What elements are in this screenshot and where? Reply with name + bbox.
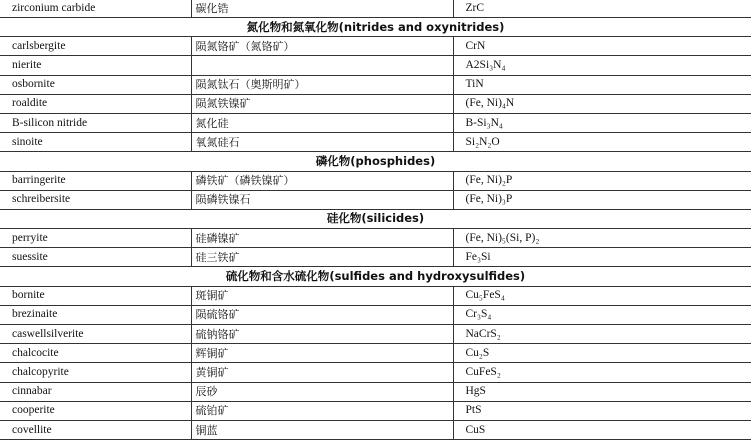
english-name-cell: chalcocite — [0, 344, 191, 363]
section-title-zh: 磷化物 — [315, 153, 351, 168]
chinese-name-cell: 陨氮铬矿（氮铬矿） — [191, 37, 453, 56]
formula-cell: A2Si₃N₄ — [453, 56, 751, 75]
section-header — [0, 209, 751, 228]
chinese-name-cell: 陨氮铁镍矿 — [191, 94, 453, 113]
formula-cell: Si₂N₂O — [453, 133, 751, 152]
section-header-row — [0, 209, 751, 228]
table-row — [0, 248, 751, 267]
section-title-en: (sulfides and hydroxysulfides) — [329, 269, 526, 284]
english-name-cell: carlsbergite — [0, 37, 191, 56]
section-title-en: (nitrides and oxynitrides) — [338, 19, 505, 34]
section-header-row — [0, 267, 751, 286]
table-row — [0, 305, 751, 324]
english-name-cell: nierite — [0, 56, 191, 75]
english-name-cell: perryite — [0, 229, 191, 248]
english-name-cell: sinoite — [0, 133, 191, 152]
table-row — [0, 94, 751, 113]
formula-cell: PtS — [453, 401, 751, 420]
english-name-cell: chalcopyrite — [0, 363, 191, 382]
chinese-name-cell: 硫钠铬矿 — [191, 325, 453, 344]
section-title-zh: 硫化物和含水硫化物 — [225, 269, 330, 284]
english-name-cell: osbornite — [0, 75, 191, 94]
section-header — [0, 152, 751, 171]
formula-cell: CuFeS₂ — [453, 363, 751, 382]
chinese-name-cell — [191, 56, 453, 75]
table-row — [0, 56, 751, 75]
formula-cell: TiN — [453, 75, 751, 94]
english-name-cell: brezinaite — [0, 305, 191, 324]
formula-cell: (Fe, Ni)₄N — [453, 94, 751, 113]
table-row — [0, 75, 751, 94]
english-name-cell: roaldite — [0, 94, 191, 113]
chinese-name-cell: 斑铜矿 — [191, 286, 453, 305]
chinese-name-cell: 陨磷铁镍石 — [191, 190, 453, 209]
formula-cell: CrN — [453, 37, 751, 56]
formula-cell: Cu₅FeS₄ — [453, 286, 751, 305]
table-row — [0, 363, 751, 382]
english-name-cell: bornite — [0, 286, 191, 305]
formula-cell: ZrC — [453, 0, 751, 18]
chinese-name-cell: 硫铂矿 — [191, 401, 453, 420]
section-header — [0, 18, 751, 37]
formula-cell: Cu₂S — [453, 344, 751, 363]
english-name-cell: schreibersite — [0, 190, 191, 209]
formula-cell: NaCrS₂ — [453, 325, 751, 344]
formula-cell: (Fe, Ni)₂P — [453, 171, 751, 190]
formula-cell: (Fe, Ni)₃P — [453, 190, 751, 209]
formula-cell: CuS — [453, 420, 751, 439]
formula-cell: (Fe, Ni)₅(Si, P)₂ — [453, 229, 751, 248]
table-row — [0, 171, 751, 190]
chinese-name-cell: 磷铁矿（磷铁镍矿） — [191, 171, 453, 190]
chinese-name-cell: 陨氮钛石（奥斯明矿） — [191, 75, 453, 94]
chinese-name-cell: 铜蓝 — [191, 420, 453, 439]
table-row — [0, 325, 751, 344]
formula-cell: Cr₃S₄ — [453, 305, 751, 324]
table-row — [0, 286, 751, 305]
section-title-en: (phosphides) — [350, 153, 436, 168]
english-name-cell: covellite — [0, 420, 191, 439]
section-title-zh: 氮化物和氮氧化物 — [246, 19, 339, 34]
table-row — [0, 133, 751, 152]
chinese-name-cell: 氧氮硅石 — [191, 133, 453, 152]
english-name-cell: B-silicon nitride — [0, 113, 191, 132]
chinese-name-cell: 硅三铁矿 — [191, 248, 453, 267]
section-header-row — [0, 152, 751, 171]
formula-cell: B-Si₃N₄ — [453, 113, 751, 132]
english-name-cell: suessite — [0, 248, 191, 267]
table-row — [0, 113, 751, 132]
table-row — [0, 190, 751, 209]
section-header-row — [0, 18, 751, 37]
english-name-cell: zirconium carbide — [0, 0, 191, 18]
section-header — [0, 267, 751, 286]
english-name-cell: caswellsilverite — [0, 325, 191, 344]
chinese-name-cell: 黄铜矿 — [191, 363, 453, 382]
section-title-en: (silicides) — [361, 211, 425, 226]
chinese-name-cell: 辉铜矿 — [191, 344, 453, 363]
english-name-cell: cooperite — [0, 401, 191, 420]
table-row — [0, 229, 751, 248]
chinese-name-cell: 氮化硅 — [191, 113, 453, 132]
table-row — [0, 0, 751, 18]
table-row — [0, 382, 751, 401]
formula-cell: HgS — [453, 382, 751, 401]
formula-cell: Fe₃Si — [453, 248, 751, 267]
chinese-name-cell: 陨硫铬矿 — [191, 305, 453, 324]
english-name-cell: barringerite — [0, 171, 191, 190]
table-row — [0, 344, 751, 363]
table-row — [0, 401, 751, 420]
section-title-zh: 硅化物 — [326, 211, 362, 226]
chinese-name-cell: 辰砂 — [191, 382, 453, 401]
chinese-name-cell: 碳化锆 — [191, 0, 453, 18]
table-row — [0, 37, 751, 56]
chinese-name-cell: 硅磷镍矿 — [191, 229, 453, 248]
english-name-cell: cinnabar — [0, 382, 191, 401]
